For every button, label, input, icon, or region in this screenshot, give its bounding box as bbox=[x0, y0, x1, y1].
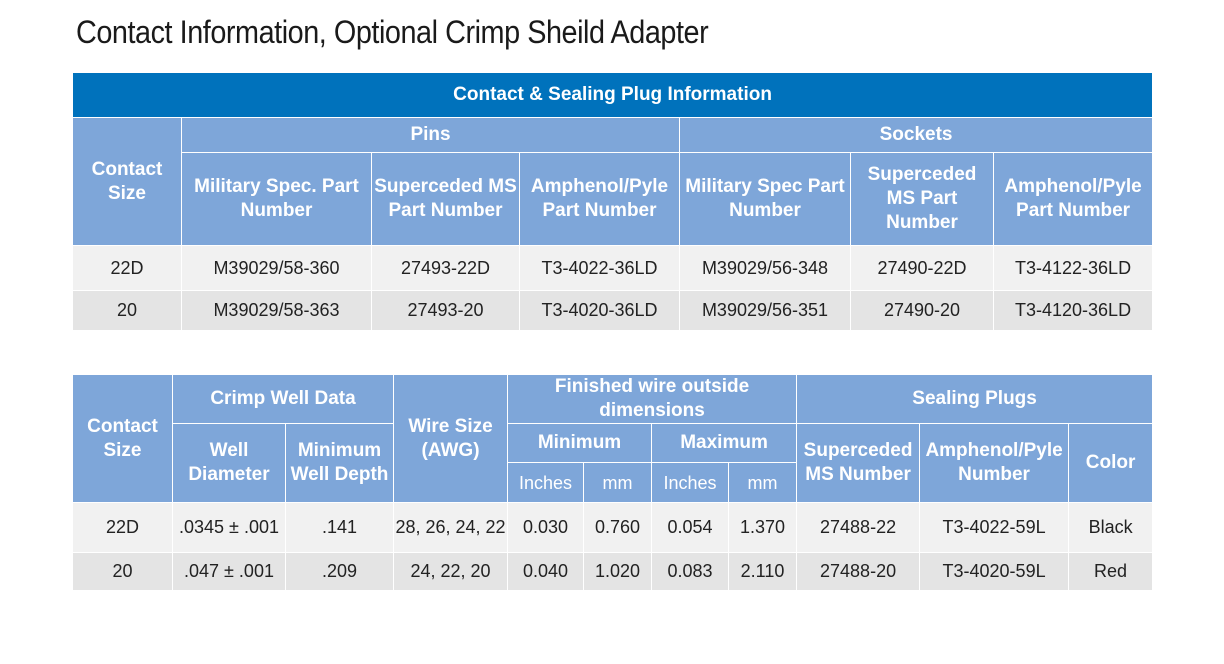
column-header: Amphenol/Pyle Part Number bbox=[994, 153, 1153, 246]
inches-header: Inches bbox=[508, 463, 584, 503]
table-banner: Contact & Sealing Plug Information bbox=[73, 73, 1153, 118]
column-header: Amphenol/Pyle Part Number bbox=[520, 153, 680, 246]
table-cell: 2.110 bbox=[729, 553, 797, 591]
table-cell: Black bbox=[1069, 503, 1153, 553]
table-row bbox=[73, 553, 1153, 591]
column-header: Superceded MS Part Number bbox=[372, 153, 520, 246]
table-cell: M39029/58-363 bbox=[182, 291, 372, 331]
table-cell: M39029/56-348 bbox=[680, 246, 851, 291]
table-cell: Red bbox=[1069, 553, 1153, 591]
crimp-well-header: Crimp Well Data bbox=[173, 375, 394, 424]
table-cell: T3-4120-36LD bbox=[994, 291, 1153, 331]
table-cell: 1.020 bbox=[584, 553, 652, 591]
table-cell: 20 bbox=[73, 553, 173, 591]
table-cell: T3-4020-59L bbox=[920, 553, 1069, 591]
mm-header: mm bbox=[584, 463, 652, 503]
minimum-header: Minimum bbox=[508, 424, 652, 463]
table-cell: 24, 22, 20 bbox=[394, 553, 508, 591]
sockets-header: Sockets bbox=[680, 118, 1153, 153]
column-header: Superceded MS Part Number bbox=[851, 153, 994, 246]
well-diameter-header: Well Diameter bbox=[173, 424, 286, 503]
table-cell: 1.370 bbox=[729, 503, 797, 553]
contact-size-header: Contact Size bbox=[73, 375, 173, 503]
table-cell: 0.054 bbox=[652, 503, 729, 553]
table-cell: .0345 ± .001 bbox=[173, 503, 286, 553]
column-header: Military Spec. Part Number bbox=[182, 153, 372, 246]
table-cell: M39029/58-360 bbox=[182, 246, 372, 291]
pins-header: Pins bbox=[182, 118, 680, 153]
table-cell: 27493-22D bbox=[372, 246, 520, 291]
table-cell: 27490-22D bbox=[851, 246, 994, 291]
contact-size-header: Contact Size bbox=[73, 118, 182, 246]
contact-sealing-plug-table bbox=[72, 72, 1153, 331]
table-row bbox=[73, 503, 1153, 553]
table-cell: 27488-22 bbox=[797, 503, 920, 553]
table-cell: 28, 26, 24, 22 bbox=[394, 503, 508, 553]
column-header: Military Spec Part Number bbox=[680, 153, 851, 246]
table-cell: 0.760 bbox=[584, 503, 652, 553]
table-cell: 22D bbox=[73, 503, 173, 553]
maximum-header: Maximum bbox=[652, 424, 797, 463]
table-cell: 22D bbox=[73, 246, 182, 291]
table-cell: 20 bbox=[73, 291, 182, 331]
table-cell: T3-4020-36LD bbox=[520, 291, 680, 331]
table-cell: 27488-20 bbox=[797, 553, 920, 591]
crimp-well-sealing-plug-table bbox=[72, 374, 1153, 591]
table-cell: 0.083 bbox=[652, 553, 729, 591]
table-cell: 27493-20 bbox=[372, 291, 520, 331]
finished-wire-header: Finished wire outside dimensions bbox=[508, 375, 797, 424]
amphenol-pyle-header: Amphenol/Pyle Number bbox=[920, 424, 1069, 503]
min-well-depth-header: Minimum Well Depth bbox=[286, 424, 394, 503]
table-row bbox=[73, 291, 1153, 331]
table-cell: 0.040 bbox=[508, 553, 584, 591]
table-cell: T3-4022-59L bbox=[920, 503, 1069, 553]
wire-size-header: Wire Size (AWG) bbox=[394, 375, 508, 503]
table-cell: 0.030 bbox=[508, 503, 584, 553]
table-cell: 27490-20 bbox=[851, 291, 994, 331]
inches-header: Inches bbox=[652, 463, 729, 503]
table-cell: T3-4122-36LD bbox=[994, 246, 1153, 291]
table-cell: .141 bbox=[286, 503, 394, 553]
color-header: Color bbox=[1069, 424, 1153, 503]
table-row bbox=[73, 246, 1153, 291]
page-title: Contact Information, Optional Crimp Sheild Adapter bbox=[76, 14, 709, 50]
sealing-plugs-header: Sealing Plugs bbox=[797, 375, 1153, 424]
table-cell: .209 bbox=[286, 553, 394, 591]
table-cell: .047 ± .001 bbox=[173, 553, 286, 591]
table-cell: T3-4022-36LD bbox=[520, 246, 680, 291]
superceded-ms-header: Superceded MS Number bbox=[797, 424, 920, 503]
table-cell: M39029/56-351 bbox=[680, 291, 851, 331]
mm-header: mm bbox=[729, 463, 797, 503]
